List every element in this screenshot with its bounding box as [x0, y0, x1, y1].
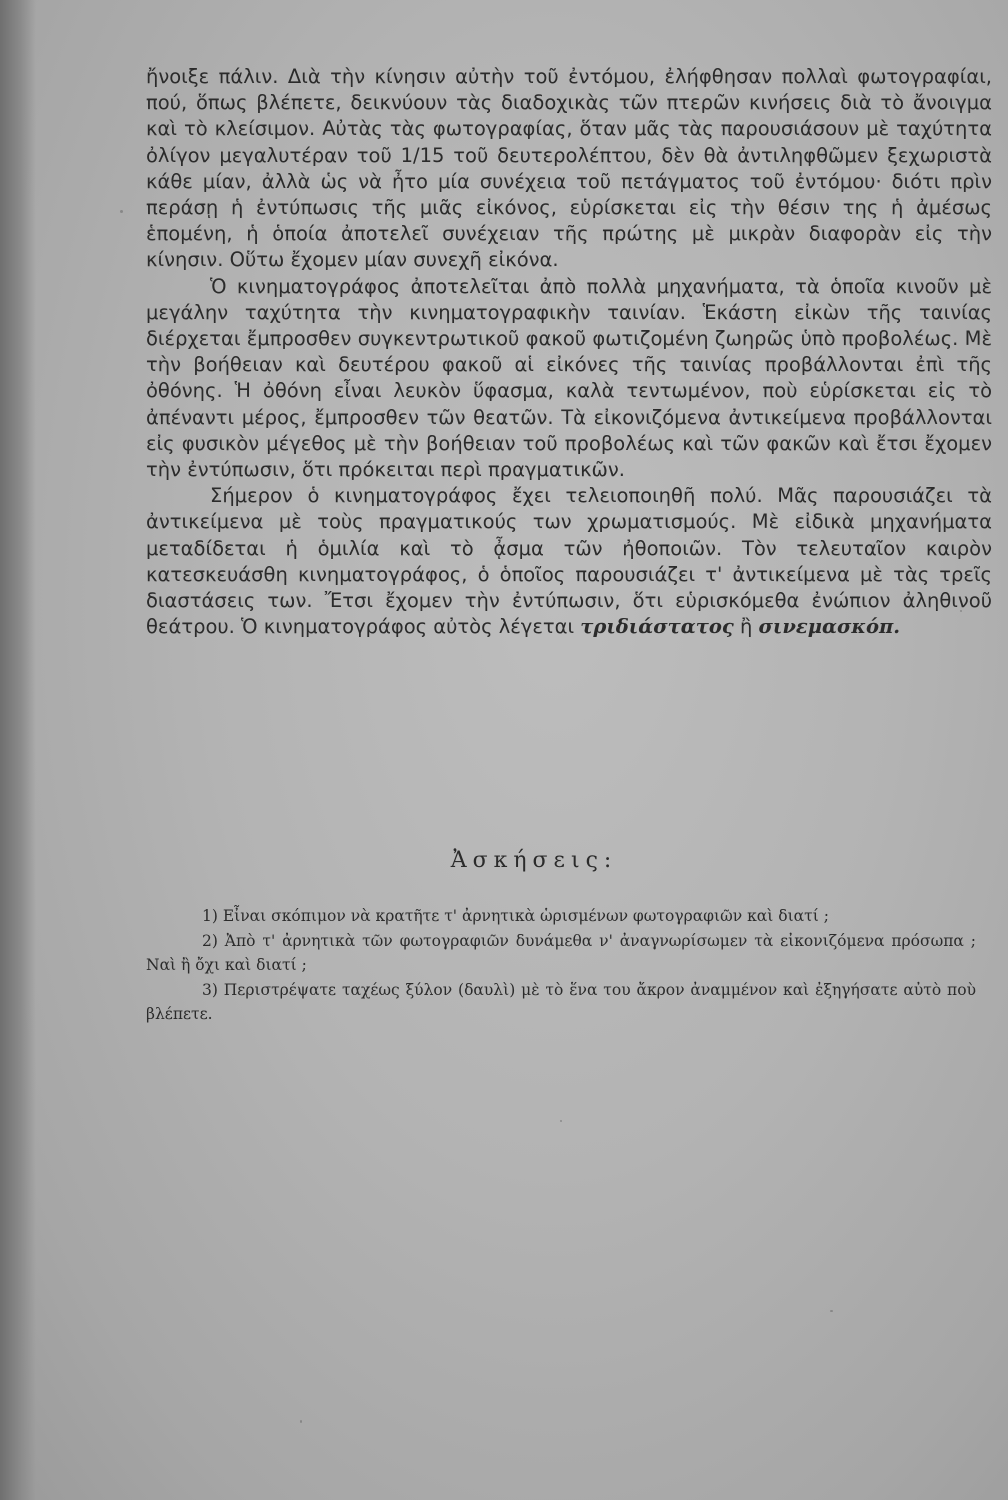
- paragraph-modern-cinema-text: Σήμερον ὁ κινηματογράφος ἔχει τελειοποιηθῆ πολύ. Μᾶς παρουσιάζει τὰ ἀντικείμενα μὲ τοὺς πραγματικούς των χρωματισμούς. Μὲ εἰδικὰ μηχανήματα μεταδίδεται ἡ ὁμιλία καὶ τὸ ᾆσμα τῶν ἠθοποιῶν. Τὸν τελευταῖον καιρὸν κατεσκευάσθη κινηματογράφος, ὁ ὁποῖος παρουσιάζει τ' ἀντικείμενα μὲ τὰς τρεῖς διαστάσεις των. Ἔτσι ἔχομεν τὴν ἐντύπωσιν, ὅτι εὑρισκόμεθα ἐνώπιον ἀληθινοῦ θεάτρου. Ὁ κινηματογράφος αὐτὸς λέγεται: [146, 484, 992, 639]
- paragraph-cinema-machines: Ὁ κινηματογράφος ἀποτελεῖται ἀπὸ πολλὰ μηχανήματα, τὰ ὁποῖα κινοῦν μὲ μεγάλην ταχύτητα τὴν κινηματογραφικὴν ταινίαν. Ἑκάστη εἰκὼν τῆς ταινίας διέρχεται ἔμπροσθεν συγκεντρωτικοῦ φακοῦ φωτιζομένη ζωηρῶς ὑπὸ προβολέως. Μὲ τὴν βοήθειαν καὶ δευτέρου φακοῦ αἱ εἰκόνες τῆς ταινίας προβάλλονται ἐπὶ τῆς ὀθόνης. Ἡ ὀθόνη εἶναι λευκὸν ὕφασμα, καλὰ τεντωμένον, ποὺ εὑρίσκεται εἰς τὸ ἀπέναντι μέρος, ἔμπροσθεν τῶν θεατῶν. Τὰ εἰκονιζόμενα ἀντικείμενα προβάλλονται εἰς φυσικὸν μέγεθος μὲ τὴν βοήθειαν τοῦ προβολέως καὶ τῶν φακῶν καὶ ἔτσι ἔχομεν τὴν ἐντύπωσιν, ὅτι πρόκειται περὶ πραγματικῶν.: [146, 274, 992, 482]
- term-cinemascope: σινεμασκόπ.: [758, 615, 901, 639]
- paper-speck: [830, 1310, 833, 1312]
- exercises-list: [146, 904, 976, 1027]
- page-binding-shadow: [0, 0, 36, 1500]
- paper-speck: [120, 210, 123, 213]
- paper-speck: [560, 1120, 562, 1122]
- connector-word: ἢ: [739, 615, 753, 639]
- exercise-item: 2) Ἀπὸ τ' ἀρνητικὰ τῶν φωτογραφιῶν δυνάμεθα ν' ἀναγνωρίσωμεν τὰ εἰκονιζόμενα πρόσωπα ; Ναὶ ἢ ὄχι καὶ διατί ;: [146, 932, 976, 974]
- exercise-item: 3) Περιστρέψατε ταχέως ξύλον (δαυλὶ) μὲ τὸ ἕνα του ἄκρον ἀναμμένον καὶ ἐξηγήσατε αὐτὸ ποὺ βλέπετε.: [146, 981, 976, 1023]
- term-three-dimensional: τριδιάστατος: [580, 615, 734, 639]
- main-text: [146, 64, 992, 640]
- exercises-title: Ἀσκήσεις:: [450, 848, 618, 873]
- paragraph-modern-cinema: [146, 483, 992, 640]
- paper-speck: [300, 1420, 302, 1423]
- exercise-item: 1) Εἶναι σκόπιμον νὰ κρατῆτε τ' ἀρνητικὰ ὡρισμένων φωτογραφιῶν καὶ διατί ;: [202, 907, 829, 925]
- paragraph-continuation: ἤνοιξε πάλιν. Διὰ τὴν κίνησιν αὐτὴν τοῦ ἐντόμου, ἐλήφθησαν πολλαὶ φωτογραφίαι, πού, ὅπως βλέπετε, δεικνύουν τὰς διαδοχικὰς τῶν πτερῶν κινήσεις διὰ τὸ ἄνοιγμα καὶ τὸ κλείσιμον. Αὐτὰς τὰς φωτογραφίας, ὅταν μᾶς τὰς παρουσιάσουν μὲ ταχύτητα ὀλίγον μεγαλυτέραν τοῦ 1/15 τοῦ δευτερολέπτου, δὲν θὰ ἀντιληφθῶμεν ξεχωριστὰ κάθε μίαν, ἀλλὰ ὡς νὰ ἦτο μία συνέχεια τοῦ πετάγματος τοῦ ἐντόμου· διότι πρὶν περάσῃ ἡ ἐντύπωσις τῆς μιᾶς εἰκόνος, εὑρίσκεται εἰς τὴν θέσιν της ἡ ἀμέσως ἑπομένη, ἡ ὁποία ἀποτελεῖ συνέχειαν τῆς πρώτης μὲ μικρὰν διαφορὰν εἰς τὴν κίνησιν. Οὕτω ἔχομεν μίαν συνεχῆ εἰκόνα.: [146, 65, 992, 272]
